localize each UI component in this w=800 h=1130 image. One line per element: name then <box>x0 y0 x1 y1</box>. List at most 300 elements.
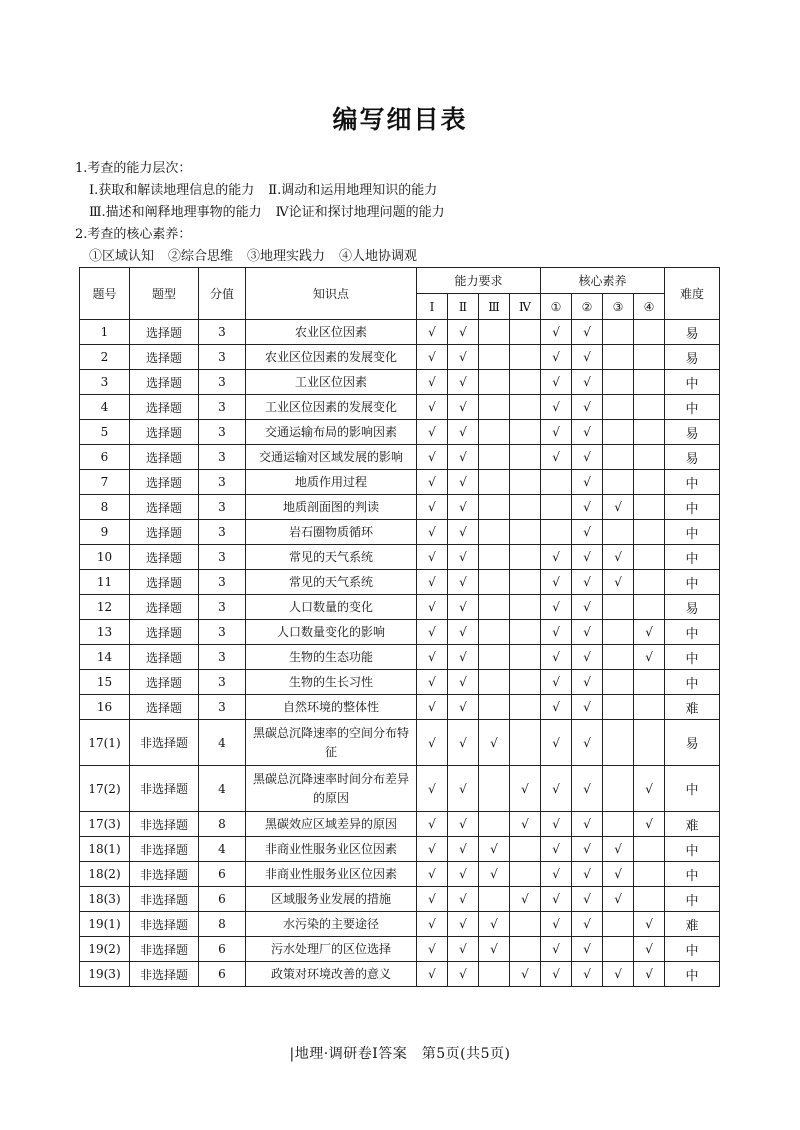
cell-ability-2-check-mark: √ <box>448 962 479 987</box>
cell-ability-4-empty <box>510 937 541 962</box>
cell-knowledge-point: 地质剖面图的判读 <box>246 495 417 520</box>
literacy-item: ①区域认知 <box>89 249 155 264</box>
header-literacy-1: ① <box>541 294 572 320</box>
cell-ability-1-check-mark: √ <box>417 495 448 520</box>
header-ability-1: Ⅰ <box>417 294 448 320</box>
cell-ability-4-empty <box>510 420 541 445</box>
cell-ability-2-check-mark: √ <box>448 837 479 862</box>
cell-score: 6 <box>199 862 246 887</box>
cell-ability-4-empty <box>510 570 541 595</box>
cell-literacy-4-empty <box>634 320 665 345</box>
cell-literacy-3-empty <box>603 370 634 395</box>
cell-literacy-1-check-mark: √ <box>541 570 572 595</box>
cell-ability-2-check-mark: √ <box>448 695 479 720</box>
cell-difficulty: 中 <box>665 645 720 670</box>
cell-literacy-1-check-mark: √ <box>541 445 572 470</box>
cell-difficulty: 难 <box>665 812 720 837</box>
cell-type: 非选择题 <box>130 862 199 887</box>
cell-literacy-4-empty <box>634 595 665 620</box>
cell-ability-2-check-mark: √ <box>448 595 479 620</box>
cell-knowledge-point: 水污染的主要途径 <box>246 912 417 937</box>
cell-literacy-4-empty <box>634 695 665 720</box>
cell-literacy-1-check-mark: √ <box>541 887 572 912</box>
cell-literacy-2-check-mark: √ <box>572 620 603 645</box>
cell-score: 3 <box>199 370 246 395</box>
cell-difficulty: 中 <box>665 520 720 545</box>
table-row <box>80 695 720 720</box>
table-row <box>80 495 720 520</box>
cell-literacy-3-empty <box>603 320 634 345</box>
cell-difficulty: 难 <box>665 695 720 720</box>
cell-knowledge-point: 常见的天气系统 <box>246 545 417 570</box>
cell-difficulty: 中 <box>665 862 720 887</box>
cell-score: 6 <box>199 937 246 962</box>
cell-ability-2-check-mark: √ <box>448 570 479 595</box>
cell-literacy-2-check-mark: √ <box>572 570 603 595</box>
cell-literacy-1-check-mark: √ <box>541 370 572 395</box>
cell-ability-2-check-mark: √ <box>448 370 479 395</box>
cell-ability-2-check-mark: √ <box>448 470 479 495</box>
cell-score: 3 <box>199 595 246 620</box>
cell-literacy-2-check-mark: √ <box>572 545 603 570</box>
cell-ability-1-check-mark: √ <box>417 887 448 912</box>
cell-ability-3-check-mark: √ <box>479 837 510 862</box>
cell-literacy-1-check-mark: √ <box>541 937 572 962</box>
cell-literacy-3-empty <box>603 395 634 420</box>
cell-number: 14 <box>80 645 130 670</box>
cell-literacy-2-check-mark: √ <box>572 370 603 395</box>
cell-knowledge-point: 农业区位因素 <box>246 320 417 345</box>
cell-ability-1-check-mark: √ <box>417 720 448 766</box>
cell-ability-1-check-mark: √ <box>417 570 448 595</box>
cell-ability-3-check-mark: √ <box>479 862 510 887</box>
cell-type: 选择题 <box>130 620 199 645</box>
cell-literacy-1-empty <box>541 470 572 495</box>
cell-literacy-2-check-mark: √ <box>572 420 603 445</box>
cell-ability-1-check-mark: √ <box>417 595 448 620</box>
header-ability: 能力要求 <box>417 268 541 294</box>
cell-ability-4-empty <box>510 370 541 395</box>
cell-ability-3-empty <box>479 395 510 420</box>
header-knowledge: 知识点 <box>246 268 417 320</box>
cell-ability-3-empty <box>479 570 510 595</box>
cell-ability-3-empty <box>479 695 510 720</box>
cell-number: 19(3) <box>80 962 130 987</box>
cell-literacy-4-check-mark: √ <box>634 645 665 670</box>
cell-literacy-1-check-mark: √ <box>541 812 572 837</box>
cell-type: 非选择题 <box>130 887 199 912</box>
cell-ability-4-empty <box>510 345 541 370</box>
header-ability-4: Ⅳ <box>510 294 541 320</box>
cell-literacy-1-check-mark: √ <box>541 545 572 570</box>
header-literacy: 核心素养 <box>541 268 665 294</box>
cell-ability-3-check-mark: √ <box>479 720 510 766</box>
cell-literacy-1-check-mark: √ <box>541 320 572 345</box>
cell-knowledge-point: 地质作用过程 <box>246 470 417 495</box>
cell-number: 2 <box>80 345 130 370</box>
cell-ability-4-empty <box>510 495 541 520</box>
cell-knowledge-point: 黑碳总沉降速率的空间分布特征 <box>246 720 417 766</box>
cell-literacy-1-empty <box>541 520 572 545</box>
cell-number: 3 <box>80 370 130 395</box>
cell-type: 非选择题 <box>130 720 199 766</box>
cell-number: 17(1) <box>80 720 130 766</box>
cell-literacy-4-empty <box>634 670 665 695</box>
cell-ability-3-empty <box>479 345 510 370</box>
cell-ability-1-check-mark: √ <box>417 695 448 720</box>
cell-ability-3-empty <box>479 370 510 395</box>
cell-difficulty: 中 <box>665 545 720 570</box>
table-row <box>80 395 720 420</box>
cell-literacy-4-check-mark: √ <box>634 812 665 837</box>
cell-knowledge-point: 交通运输布局的影响因素 <box>246 420 417 445</box>
cell-ability-4-empty <box>510 912 541 937</box>
ability-line-2 <box>75 202 735 224</box>
cell-literacy-3-check-mark: √ <box>603 837 634 862</box>
cell-literacy-3-empty <box>603 912 634 937</box>
cell-number: 11 <box>80 570 130 595</box>
cell-ability-4-empty <box>510 670 541 695</box>
cell-type: 选择题 <box>130 445 199 470</box>
cell-ability-3-empty <box>479 595 510 620</box>
literacy-heading: 2.考查的核心素养： <box>75 227 192 242</box>
cell-ability-2-check-mark: √ <box>448 420 479 445</box>
cell-type: 选择题 <box>130 395 199 420</box>
page-title: 编写细目表 <box>332 105 468 134</box>
cell-ability-2-check-mark: √ <box>448 937 479 962</box>
header-literacy-3: ③ <box>603 294 634 320</box>
cell-knowledge-point: 工业区位因素 <box>246 370 417 395</box>
cell-literacy-2-check-mark: √ <box>572 720 603 766</box>
literacy-item: ④人地协调观 <box>339 249 418 264</box>
cell-score: 3 <box>199 645 246 670</box>
cell-ability-3-empty <box>479 470 510 495</box>
cell-literacy-1-check-mark: √ <box>541 345 572 370</box>
cell-ability-1-check-mark: √ <box>417 345 448 370</box>
cell-number: 8 <box>80 495 130 520</box>
cell-ability-4-empty <box>510 395 541 420</box>
cell-type: 选择题 <box>130 670 199 695</box>
header-literacy-4: ④ <box>634 294 665 320</box>
cell-ability-3-check-mark: √ <box>479 937 510 962</box>
header-difficulty: 难度 <box>665 268 720 320</box>
cell-number: 18(3) <box>80 887 130 912</box>
cell-ability-2-check-mark: √ <box>448 887 479 912</box>
cell-knowledge-point: 人口数量变化的影响 <box>246 620 417 645</box>
cell-score: 3 <box>199 620 246 645</box>
cell-literacy-3-empty <box>603 445 634 470</box>
cell-literacy-1-check-mark: √ <box>541 912 572 937</box>
cell-literacy-2-check-mark: √ <box>572 520 603 545</box>
cell-ability-2-check-mark: √ <box>448 645 479 670</box>
cell-ability-1-check-mark: √ <box>417 470 448 495</box>
cell-ability-3-empty <box>479 962 510 987</box>
cell-literacy-1-check-mark: √ <box>541 695 572 720</box>
cell-number: 18(2) <box>80 862 130 887</box>
cell-ability-4-empty <box>510 620 541 645</box>
cell-score: 8 <box>199 812 246 837</box>
cell-ability-2-check-mark: √ <box>448 520 479 545</box>
cell-literacy-3-check-mark: √ <box>603 962 634 987</box>
cell-literacy-3-empty <box>603 345 634 370</box>
cell-ability-2-check-mark: √ <box>448 545 479 570</box>
cell-type: 非选择题 <box>130 812 199 837</box>
cell-literacy-3-empty <box>603 937 634 962</box>
cell-difficulty: 中 <box>665 495 720 520</box>
cell-literacy-4-empty <box>634 445 665 470</box>
cell-score: 3 <box>199 470 246 495</box>
cell-number: 18(1) <box>80 837 130 862</box>
cell-ability-4-check-mark: √ <box>510 812 541 837</box>
cell-difficulty: 中 <box>665 370 720 395</box>
cell-ability-4-empty <box>510 545 541 570</box>
cell-number: 7 <box>80 470 130 495</box>
cell-type: 非选择题 <box>130 962 199 987</box>
table-row <box>80 887 720 912</box>
cell-type: 选择题 <box>130 595 199 620</box>
cell-literacy-3-check-mark: √ <box>603 495 634 520</box>
cell-type: 选择题 <box>130 545 199 570</box>
cell-ability-1-check-mark: √ <box>417 912 448 937</box>
cell-difficulty: 中 <box>665 962 720 987</box>
cell-number: 19(2) <box>80 937 130 962</box>
table-row <box>80 520 720 545</box>
cell-difficulty: 易 <box>665 320 720 345</box>
cell-ability-3-empty <box>479 766 510 812</box>
cell-literacy-2-check-mark: √ <box>572 470 603 495</box>
cell-literacy-4-empty <box>634 470 665 495</box>
cell-number: 10 <box>80 545 130 570</box>
cell-knowledge-point: 岩石圈物质循环 <box>246 520 417 545</box>
cell-literacy-4-empty <box>634 420 665 445</box>
cell-ability-4-empty <box>510 837 541 862</box>
table-row <box>80 837 720 862</box>
table-row <box>80 812 720 837</box>
intro-section <box>75 158 735 268</box>
cell-ability-4-empty <box>510 445 541 470</box>
cell-score: 8 <box>199 912 246 937</box>
cell-difficulty: 中 <box>665 937 720 962</box>
cell-literacy-4-check-mark: √ <box>634 937 665 962</box>
cell-literacy-3-empty <box>603 720 634 766</box>
table-body <box>80 320 720 987</box>
cell-ability-1-check-mark: √ <box>417 445 448 470</box>
cell-ability-1-check-mark: √ <box>417 670 448 695</box>
cell-ability-3-empty <box>479 520 510 545</box>
table-row <box>80 445 720 470</box>
cell-knowledge-point: 区域服务业发展的措施 <box>246 887 417 912</box>
cell-literacy-1-check-mark: √ <box>541 670 572 695</box>
cell-literacy-3-empty <box>603 695 634 720</box>
cell-literacy-2-check-mark: √ <box>572 345 603 370</box>
cell-ability-2-check-mark: √ <box>448 495 479 520</box>
cell-literacy-2-check-mark: √ <box>572 962 603 987</box>
cell-ability-2-check-mark: √ <box>448 445 479 470</box>
cell-literacy-2-check-mark: √ <box>572 912 603 937</box>
cell-ability-1-check-mark: √ <box>417 520 448 545</box>
cell-literacy-4-empty <box>634 520 665 545</box>
cell-number: 17(3) <box>80 812 130 837</box>
cell-difficulty: 中 <box>665 670 720 695</box>
cell-ability-2-check-mark: √ <box>448 395 479 420</box>
cell-ability-1-check-mark: √ <box>417 545 448 570</box>
cell-type: 选择题 <box>130 695 199 720</box>
cell-type: 选择题 <box>130 495 199 520</box>
cell-literacy-2-check-mark: √ <box>572 395 603 420</box>
cell-ability-1-check-mark: √ <box>417 645 448 670</box>
cell-ability-2-check-mark: √ <box>448 720 479 766</box>
cell-ability-4-empty <box>510 695 541 720</box>
cell-score: 3 <box>199 670 246 695</box>
cell-literacy-2-check-mark: √ <box>572 320 603 345</box>
cell-type: 选择题 <box>130 420 199 445</box>
cell-literacy-3-empty <box>603 645 634 670</box>
cell-knowledge-point: 黑碳总沉降速率时间分布差异的原因 <box>246 766 417 812</box>
cell-ability-1-check-mark: √ <box>417 812 448 837</box>
cell-number: 13 <box>80 620 130 645</box>
cell-knowledge-point: 交通运输对区域发展的影响 <box>246 445 417 470</box>
cell-literacy-4-check-mark: √ <box>634 766 665 812</box>
cell-number: 17(2) <box>80 766 130 812</box>
cell-literacy-2-check-mark: √ <box>572 670 603 695</box>
cell-literacy-3-check-mark: √ <box>603 862 634 887</box>
header-score: 分值 <box>199 268 246 320</box>
cell-difficulty: 中 <box>665 570 720 595</box>
cell-ability-2-check-mark: √ <box>448 320 479 345</box>
cell-ability-2-check-mark: √ <box>448 620 479 645</box>
cell-type: 非选择题 <box>130 837 199 862</box>
cell-literacy-4-check-mark: √ <box>634 620 665 645</box>
literacy-item: ③地理实践力 <box>247 249 326 264</box>
cell-literacy-2-check-mark: √ <box>572 495 603 520</box>
cell-type: 选择题 <box>130 645 199 670</box>
cell-number: 5 <box>80 420 130 445</box>
header-literacy-2: ② <box>572 294 603 320</box>
table-row <box>80 620 720 645</box>
cell-literacy-2-check-mark: √ <box>572 862 603 887</box>
cell-score: 4 <box>199 766 246 812</box>
cell-literacy-3-check-mark: √ <box>603 570 634 595</box>
table-row <box>80 766 720 812</box>
cell-ability-1-check-mark: √ <box>417 937 448 962</box>
cell-difficulty: 中 <box>665 837 720 862</box>
cell-ability-1-check-mark: √ <box>417 962 448 987</box>
cell-ability-2-check-mark: √ <box>448 862 479 887</box>
cell-ability-3-empty <box>479 445 510 470</box>
cell-literacy-2-check-mark: √ <box>572 695 603 720</box>
table-row <box>80 370 720 395</box>
header-number: 题号 <box>80 268 130 320</box>
cell-score: 6 <box>199 887 246 912</box>
cell-type: 选择题 <box>130 570 199 595</box>
table-row <box>80 912 720 937</box>
cell-literacy-2-check-mark: √ <box>572 837 603 862</box>
cell-number: 4 <box>80 395 130 420</box>
cell-literacy-2-check-mark: √ <box>572 766 603 812</box>
cell-ability-4-empty <box>510 595 541 620</box>
cell-ability-2-check-mark: √ <box>448 670 479 695</box>
table-row <box>80 720 720 766</box>
cell-type: 选择题 <box>130 320 199 345</box>
cell-ability-1-check-mark: √ <box>417 395 448 420</box>
table-row <box>80 570 720 595</box>
cell-score: 3 <box>199 570 246 595</box>
cell-knowledge-point: 生物的生长习性 <box>246 670 417 695</box>
cell-literacy-2-check-mark: √ <box>572 887 603 912</box>
cell-literacy-4-empty <box>634 862 665 887</box>
table-row <box>80 937 720 962</box>
cell-ability-4-empty <box>510 520 541 545</box>
cell-literacy-4-empty <box>634 887 665 912</box>
specification-table <box>79 267 720 987</box>
cell-literacy-4-empty <box>634 720 665 766</box>
cell-literacy-4-empty <box>634 395 665 420</box>
cell-literacy-3-empty <box>603 766 634 812</box>
cell-type: 选择题 <box>130 370 199 395</box>
table-row <box>80 595 720 620</box>
ability-item: Ⅱ.调动和运用地理知识的能力 <box>268 183 438 198</box>
cell-type: 选择题 <box>130 470 199 495</box>
table-row <box>80 345 720 370</box>
cell-literacy-1-check-mark: √ <box>541 395 572 420</box>
cell-ability-3-empty <box>479 812 510 837</box>
cell-literacy-2-check-mark: √ <box>572 937 603 962</box>
cell-literacy-4-check-mark: √ <box>634 912 665 937</box>
cell-score: 4 <box>199 837 246 862</box>
cell-literacy-4-empty <box>634 545 665 570</box>
cell-literacy-3-empty <box>603 470 634 495</box>
cell-ability-1-check-mark: √ <box>417 370 448 395</box>
ability-item: Ⅰ.获取和解读地理信息的能力 <box>89 183 255 198</box>
cell-literacy-2-check-mark: √ <box>572 645 603 670</box>
cell-knowledge-point: 非商业性服务业区位因素 <box>246 862 417 887</box>
cell-number: 9 <box>80 520 130 545</box>
cell-literacy-4-empty <box>634 570 665 595</box>
cell-literacy-1-check-mark: √ <box>541 837 572 862</box>
cell-ability-2-check-mark: √ <box>448 345 479 370</box>
cell-ability-2-check-mark: √ <box>448 812 479 837</box>
cell-ability-2-check-mark: √ <box>448 766 479 812</box>
cell-literacy-4-empty <box>634 495 665 520</box>
cell-knowledge-point: 生物的生态功能 <box>246 645 417 670</box>
table-row <box>80 862 720 887</box>
cell-literacy-1-check-mark: √ <box>541 862 572 887</box>
cell-ability-1-check-mark: √ <box>417 837 448 862</box>
ability-line-1 <box>75 180 735 202</box>
cell-literacy-1-check-mark: √ <box>541 645 572 670</box>
cell-score: 3 <box>199 695 246 720</box>
cell-knowledge-point: 政策对环境改善的意义 <box>246 962 417 987</box>
cell-difficulty: 易 <box>665 595 720 620</box>
cell-score: 3 <box>199 545 246 570</box>
cell-number: 12 <box>80 595 130 620</box>
cell-literacy-1-check-mark: √ <box>541 720 572 766</box>
header-type: 题型 <box>130 268 199 320</box>
cell-knowledge-point: 自然环境的整体性 <box>246 695 417 720</box>
cell-type: 选择题 <box>130 345 199 370</box>
ability-heading: 1.考查的能力层次： <box>75 161 192 176</box>
cell-score: 4 <box>199 720 246 766</box>
cell-literacy-2-check-mark: √ <box>572 595 603 620</box>
header-ability-2: Ⅱ <box>448 294 479 320</box>
cell-ability-4-empty <box>510 720 541 766</box>
table-row <box>80 420 720 445</box>
cell-literacy-2-check-mark: √ <box>572 812 603 837</box>
cell-score: 3 <box>199 395 246 420</box>
cell-literacy-3-empty <box>603 620 634 645</box>
cell-difficulty: 中 <box>665 395 720 420</box>
cell-type: 非选择题 <box>130 766 199 812</box>
